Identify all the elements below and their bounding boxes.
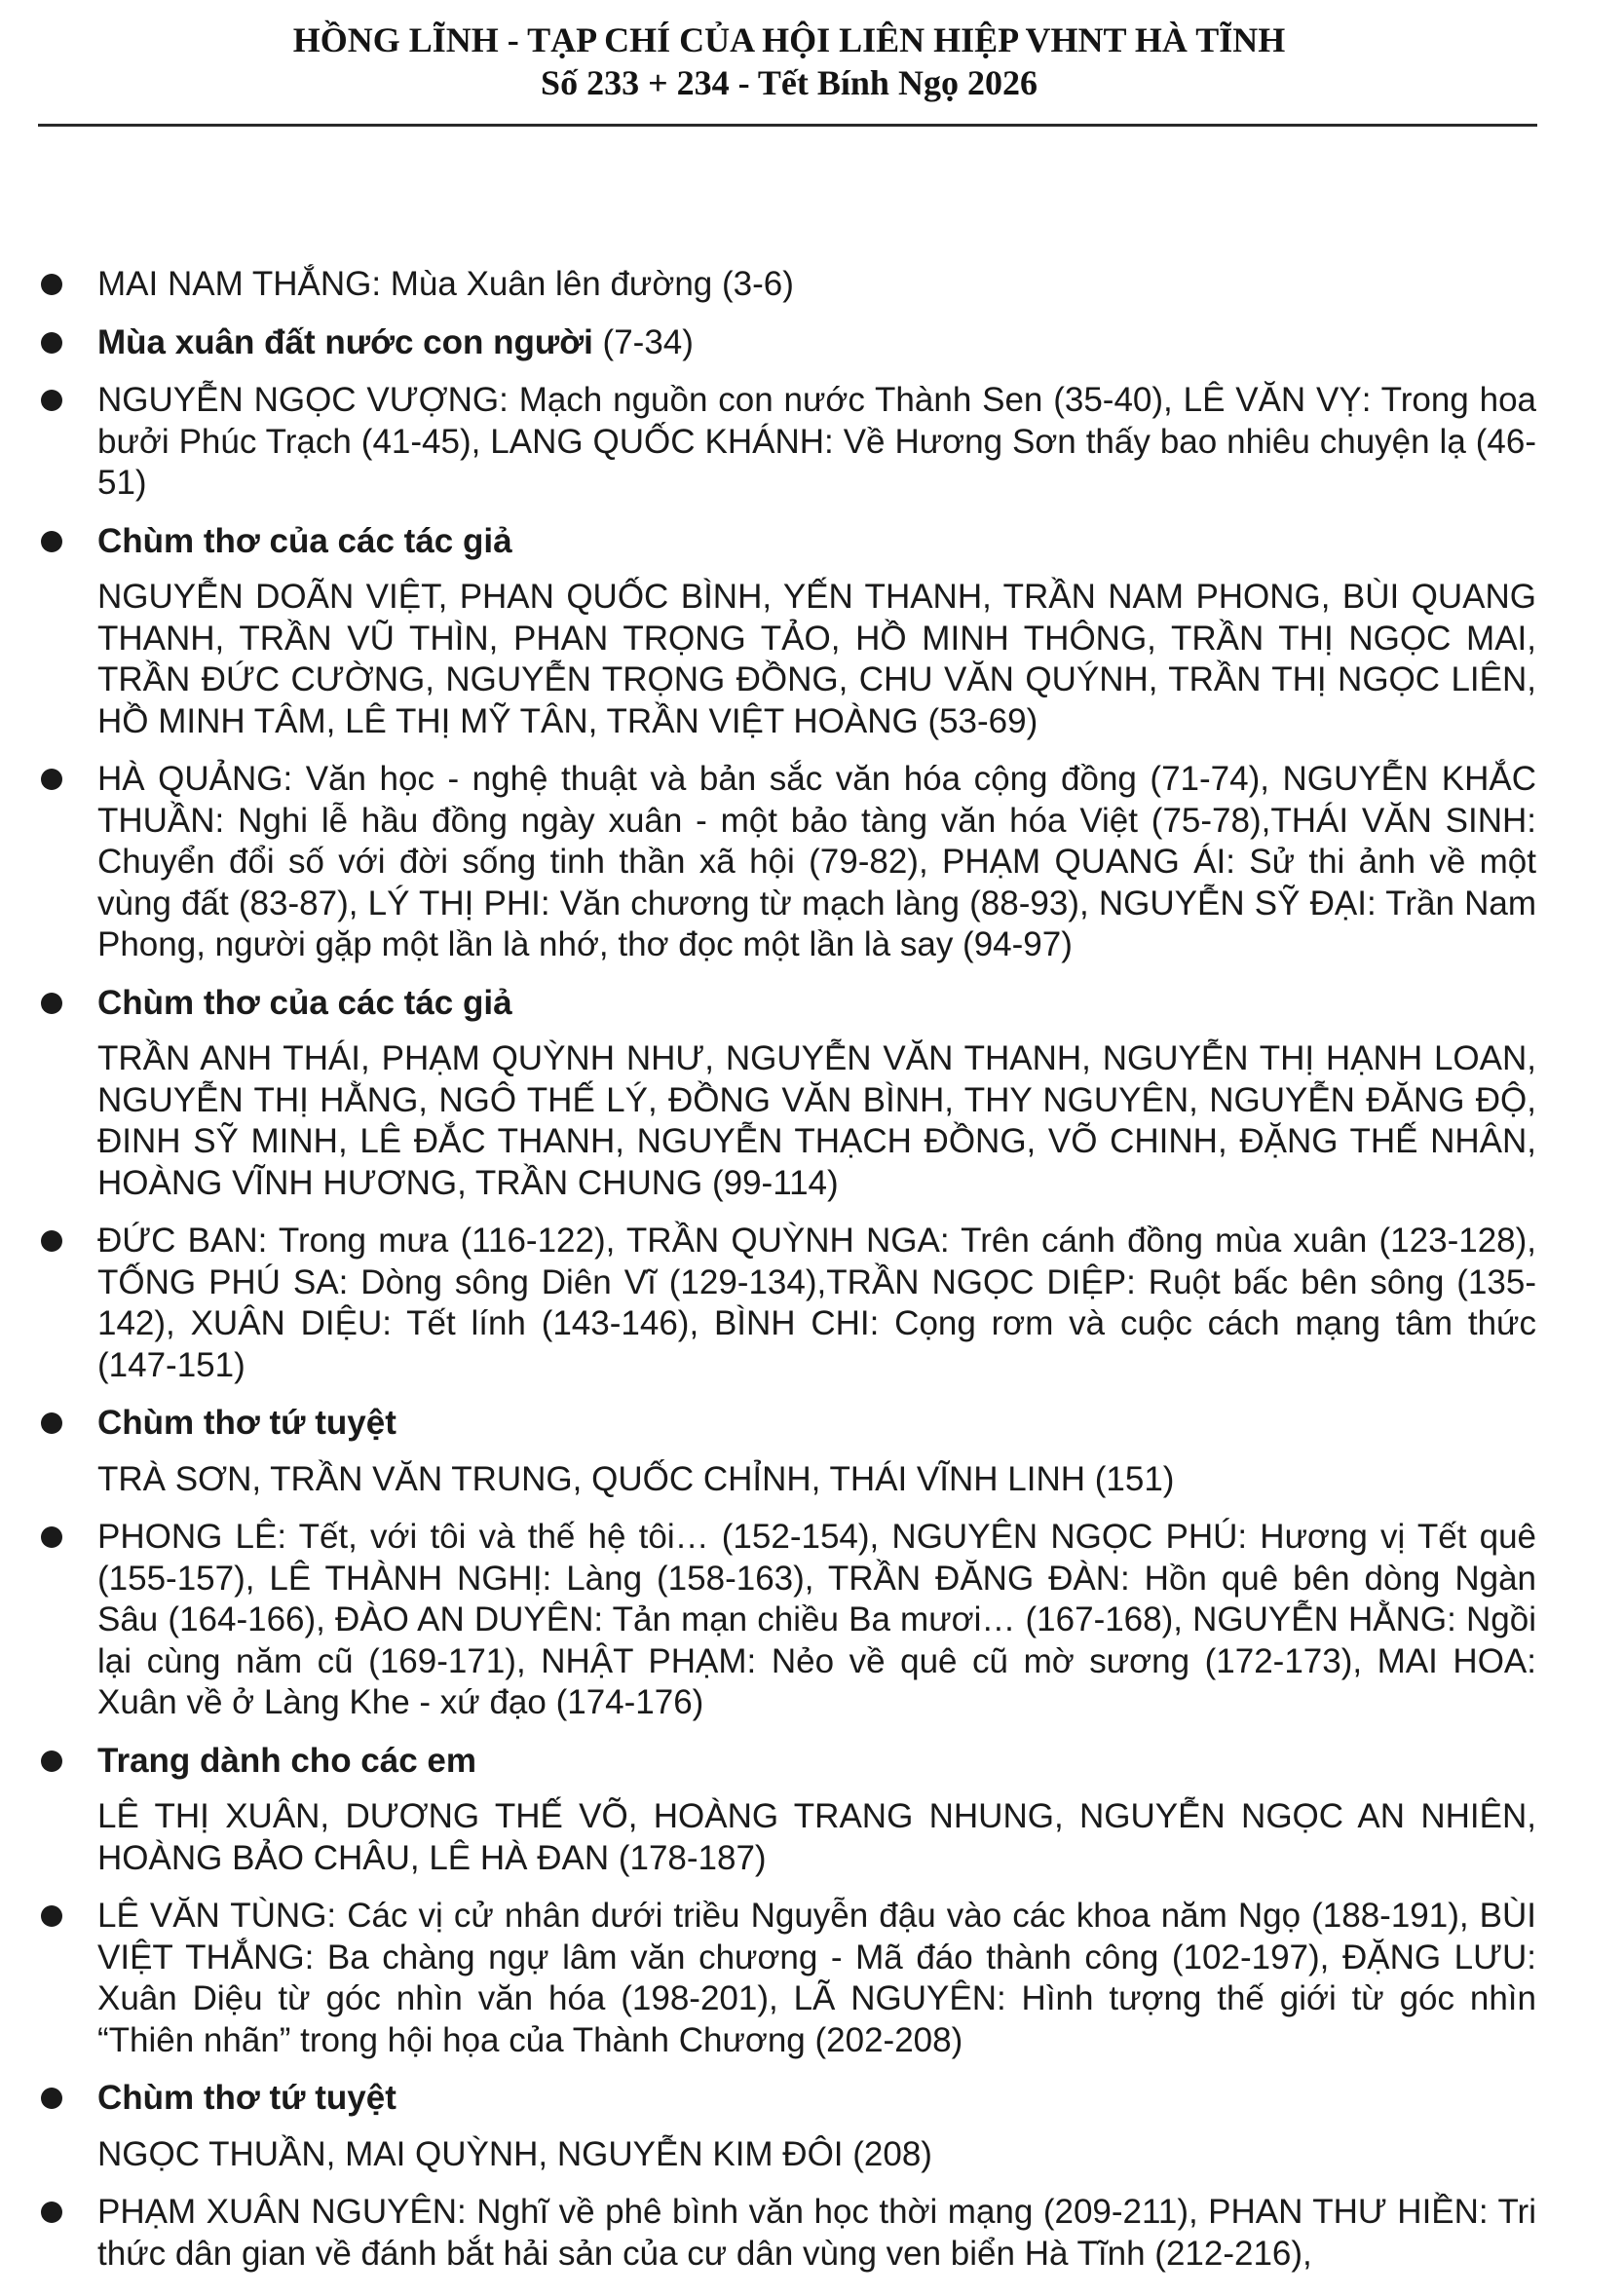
bullet-icon [41,274,62,295]
entry-text: LÊ VĂN TÙNG: Các vị cử nhân dưới triều Nguyễn đậu vào các khoa năm Ngọ (188-191), BÙI VIỆT THẮNG: Ba chàng ngự lâm văn chương - Mã đáo thành công (102-197), ĐẶNG LƯU: Xuân Diệu từ góc nhìn văn hóa (198-201), LÃ NGUYÊN: Hình tượng thế giới từ góc nhìn “Thiên nhãn” trong hội họa của Thành Chương (202-208) [97,1897,1536,2059]
entry-text: PHẠM XUÂN NGUYÊN: Nghĩ về phê bình văn học thời mạng (209-211), PHAN THƯ HIỀN: Tri thức dân gian về đánh bắt hải sản của cư dân vùng ven biển Hà Tĩnh (212-216), [97,2193,1536,2273]
entry-text: PHONG LÊ: Tết, với tôi và thế hệ tôi… (152-154), NGUYÊN NGỌC PHÚ: Hương vị Tết quê (155-157), LÊ THÀNH NGHỊ: Làng (158-163), TRẦN ĐĂNG ĐÀN: Hồn quê bên dòng Ngàn Sâu (164-166), ĐÀO AN DUYÊN: Tản mạn chiều Ba mươi… (167-168), NGUYỄN HẰNG: Ngồi lại cùng năm cũ (169-171), NHẬT PHẠM: Nẻo về quê cũ mờ sương (172-173), MAI HOA: Xuân về ở Làng Khe - xứ đạo (174-176) [97,1518,1536,1721]
bullet-icon [41,531,62,552]
section-authors: TRẦN ANH THÁI, PHẠM QUỲNH NHƯ, NGUYỄN VĂN THANH, NGUYỄN THỊ HẠNH LOAN, NGUYỄN THỊ HẰNG, NGÔ THẾ LÝ, ĐỒNG VĂN BÌNH, THY NGUYÊN, NGUYỄN ĐĂNG ĐỘ, ĐINH SỸ MINH, LÊ ĐẮC THANH, NGUYỄN THẠCH ĐỒNG, VÕ CHINH, ĐẶNG THẾ NHÂN, HOÀNG VĨNH HƯƠNG, TRẦN CHUNG (99-114) [97,1039,1536,1202]
toc-entry [97,2192,1536,2275]
entry-text: HÀ QUẢNG: Văn học - nghệ thuật và bản sắc văn hóa cộng đồng (71-74), NGUYỄN KHẮC THUẦN: Nghi lễ hầu đồng ngày xuân - một bảo tàng văn hóa Việt (75-78),THÁI VĂN SINH: Chuyển đổi số với đời sống tinh thần xã hội (79-82), PHẠM QUANG ÁI: Sử thi ảnh về một vùng đất (83-87), LÝ THỊ PHI: Văn chương từ mạch làng (88-93), NGUYỄN SỸ ĐẠI: Trần Nam Phong, người gặp một lần là nhớ, thơ đọc một lần là say (94-97) [97,760,1536,963]
toc-entry [97,1896,1536,2061]
toc-entry [97,264,1536,306]
bullet-icon [41,390,62,411]
issue-label: Số 233 + 234 - Tết Bính Ngọ 2026 [541,63,1038,102]
entry-text: ĐỨC BAN: Trong mưa (116-122), TRẦN QUỲNH NGA: Trên cánh đồng mùa xuân (123-128), TỐNG PHÚ SA: Dòng sông Diên Vĩ (129-134),TRẦN NGỌC DIỆP: Ruột bấc bên sông (135-142), XUÂN DIỆU: Tết lính (143-146), BÌNH CHI: Cọng rơm và cuộc cách mạng tâm thức (147-151) [97,1222,1536,1384]
toc-entry [97,759,1536,966]
section-heading: Chùm thơ tứ tuyệt [97,2079,396,2117]
section-heading: Mùa xuân đất nước con người [97,322,593,361]
toc-section [97,2078,1536,2120]
section-authors: NGUYỄN DOÃN VIỆT, PHAN QUỐC BÌNH, YẾN THANH, TRẦN NAM PHONG, BÙI QUANG THANH, TRẦN VŨ THÌN, PHAN TRỌNG TẢO, HỒ MINH THÔNG, TRẦN THỊ NGỌC MAI, TRẦN ĐỨC CƯỜNG, NGUYỄN TRỌNG ĐỒNG, CHU VĂN QUÝNH, TRẦN THỊ NGỌC LIÊN, HỒ MINH TÂM, LÊ THỊ MỸ TÂN, TRẦN VIỆT HOÀNG (53-69) [97,578,1536,740]
page-range: (7-34) [592,322,694,361]
section-authors: NGỌC THUẦN, MAI QUỲNH, NGUYỄN KIM ĐÔI (208) [97,2134,932,2173]
bullet-icon [41,1905,62,1927]
entry-text: NGUYỄN NGỌC VƯỢNG: Mạch nguồn con nước Thành Sen (35-40), LÊ VĂN VỴ: Trong hoa bưởi Phúc Trạch (41-45), LANG QUỐC KHÁNH: Về Hương Sơn thấy bao nhiêu chuyện lạ (46-51) [97,381,1536,502]
bullet-icon [41,993,62,1014]
bullet-icon [41,1230,62,1252]
toc-section [97,983,1536,1025]
section-authors: TRÀ SƠN, TRẦN VĂN TRUNG, QUỐC CHỈNH, THÁI VĨNH LINH (151) [97,1459,1175,1498]
bullet-icon [41,332,62,354]
section-heading: Chùm thơ của các tác giả [97,983,512,1022]
bullet-icon [41,1750,62,1772]
section-authors: LÊ THỊ XUÂN, DƯƠNG THẾ VÕ, HOÀNG TRANG NHUNG, NGUYỄN NGỌC AN NHIÊN, HOÀNG BẢO CHÂU, LÊ HÀ ĐAN (178-187) [97,1797,1536,1877]
table-of-contents [0,264,1623,2291]
section-heading: Chùm thơ của các tác giả [97,521,512,560]
bullet-icon [41,1412,62,1434]
toc-section [97,1741,1536,1783]
toc-entry [97,1517,1536,1724]
bullet-icon [41,2202,62,2223]
toc-entry [97,322,1536,364]
header-divider [38,124,1537,127]
toc-entry [97,1221,1536,1386]
toc-section [97,521,1536,563]
magazine-title: HỒNG LĨNH - TẠP CHÍ CỦA HỘI LIÊN HIỆP VHNT HÀ TĨNH [292,20,1286,59]
toc-section [97,1403,1536,1445]
bullet-icon [41,769,62,790]
entry-text: MAI NAM THẮNG: Mùa Xuân lên đường (3-6) [97,265,794,303]
toc-entry [97,380,1536,505]
section-heading: Chùm thơ tứ tuyệt [97,1404,396,1442]
section-heading: Trang dành cho các em [97,1741,476,1780]
bullet-icon [41,1526,62,1548]
bullet-icon [41,2088,62,2109]
